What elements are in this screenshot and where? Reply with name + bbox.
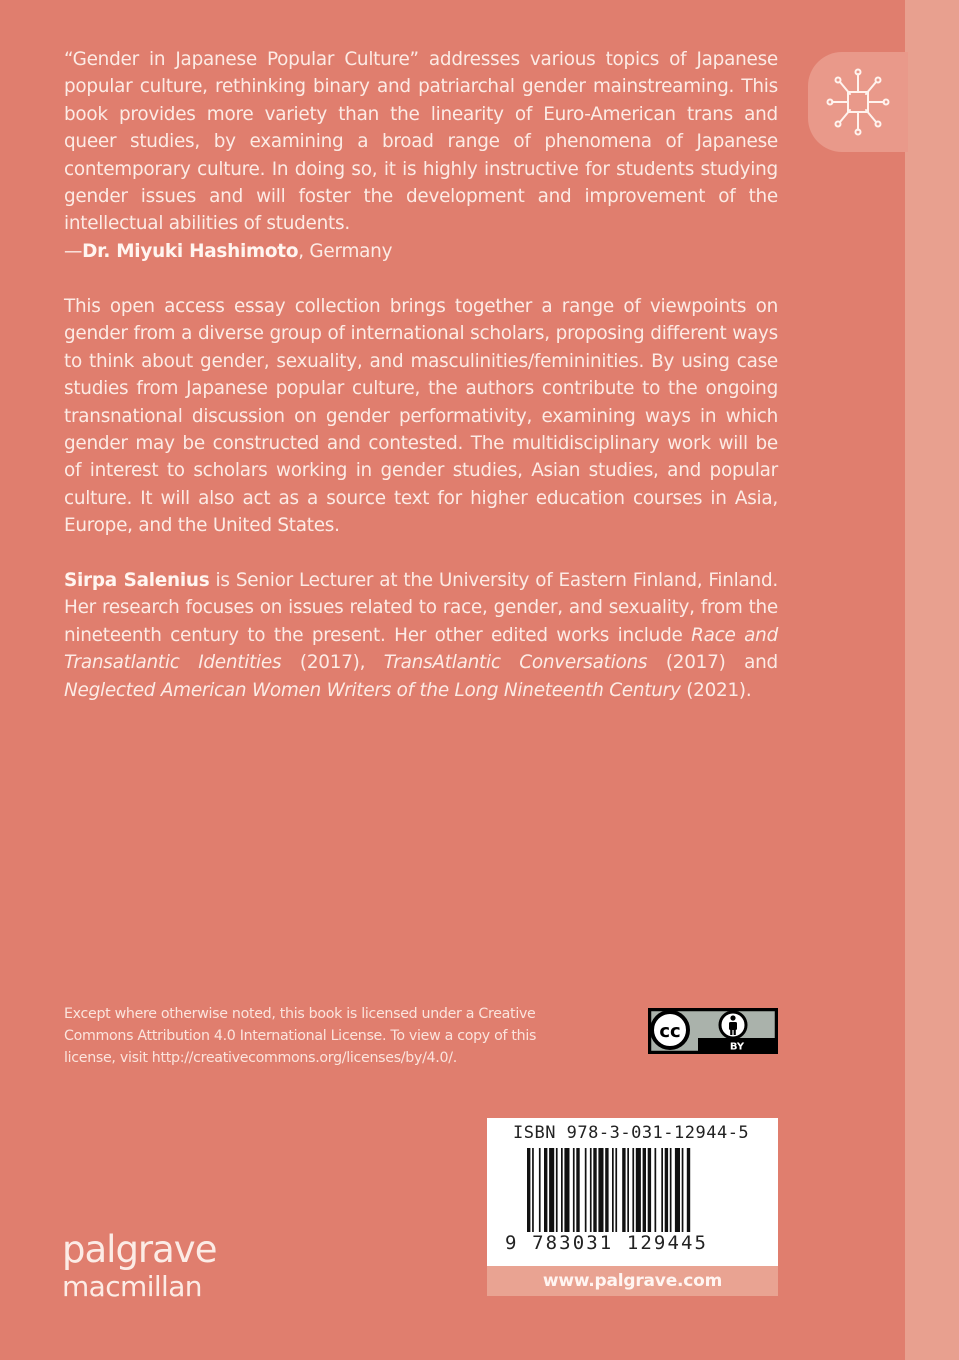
description-text: This open access essay collection brings together a range of viewpoints on gender from a diverse group of international scholars, proposing different ways to think about gender, sexuality, and masculinities/femininities. By using case studies from Japanese popular culture, the authors contribute to the ongoing transnational discussion on gender performativity, examining ways in which gender may be constructed and contested. The multidisciplinary work will be of interest to scholars working in gender studies, Asian studies, and popular culture. It will also act as a source text for higher education courses in Asia, Europe, and the United States. — [64, 296, 778, 537]
publisher-website[interactable]: www.palgrave.com — [487, 1266, 778, 1296]
isbn-barcode-box — [487, 1118, 778, 1266]
barcode-digits: 9 783031 129445 — [505, 1232, 709, 1254]
license-notice — [64, 1004, 564, 1069]
license-line-2: Commons Attribution 4.0 International License. To view a copy of this — [64, 1027, 537, 1044]
isbn-label: ISBN 978-3-031-12944-5 — [513, 1123, 750, 1143]
review-text: “Gender in Japanese Popular Culture” addresses various topics of Japanese popular culture, rethinking binary and patriarchal gender mainstreaming. This book provides more variety than the linearity of Euro-American trans and queer studies, by examining a broad range of phenomena of Japanese contemporary culture. In doing so, it is highly instructive for students studying gender issues and will foster the development and improvement of the intellectual abilities of students. — [64, 49, 778, 235]
publisher-logo — [62, 1230, 216, 1304]
publisher-name-line-2: macmillan — [62, 1270, 202, 1303]
book-description — [64, 293, 778, 540]
bio-text-1: is Senior Lecturer at the University of Eastern Finland, Finland. Her research focuses on issues related to race, gender, and sexuality, from the nineteenth century to the present. Her other edited works include — [64, 570, 778, 646]
review-author: Dr. Miyuki Hashimoto — [82, 240, 299, 262]
bio-year-2: (2017) and — [647, 652, 778, 674]
review-location: , Germany — [298, 240, 393, 262]
license-line-3: license, visit http://creativecommons.org/licenses/by/4.0/. — [64, 1049, 457, 1066]
spine-strip — [905, 0, 959, 1360]
cc-icon-label: cc — [659, 1021, 681, 1042]
bio-work-2: TransAtlantic Conversations — [383, 652, 648, 674]
by-label: BY — [729, 1041, 745, 1053]
publisher-name-line-1: palgrave — [62, 1228, 217, 1271]
bio-year-3: (2021). — [680, 679, 752, 701]
palgrave-logo-mark — [808, 52, 908, 152]
bio-work-3: Neglected American Women Writers of the Long Nineteenth Century — [64, 679, 681, 701]
review-quote — [64, 46, 778, 265]
attribution-dash: — — [64, 240, 83, 262]
license-line-1: Except where otherwise noted, this book is licensed under a Creative — [64, 1006, 536, 1022]
editor-bio — [64, 567, 778, 704]
cc-by-badge — [648, 1008, 778, 1054]
review-attribution — [64, 238, 778, 265]
bio-work-1: Race and Transatlantic Identities — [64, 624, 778, 674]
network-star-icon — [826, 66, 890, 138]
editor-name: Sirpa Salenius — [64, 570, 210, 591]
bio-year-1: (2017), — [281, 652, 384, 674]
